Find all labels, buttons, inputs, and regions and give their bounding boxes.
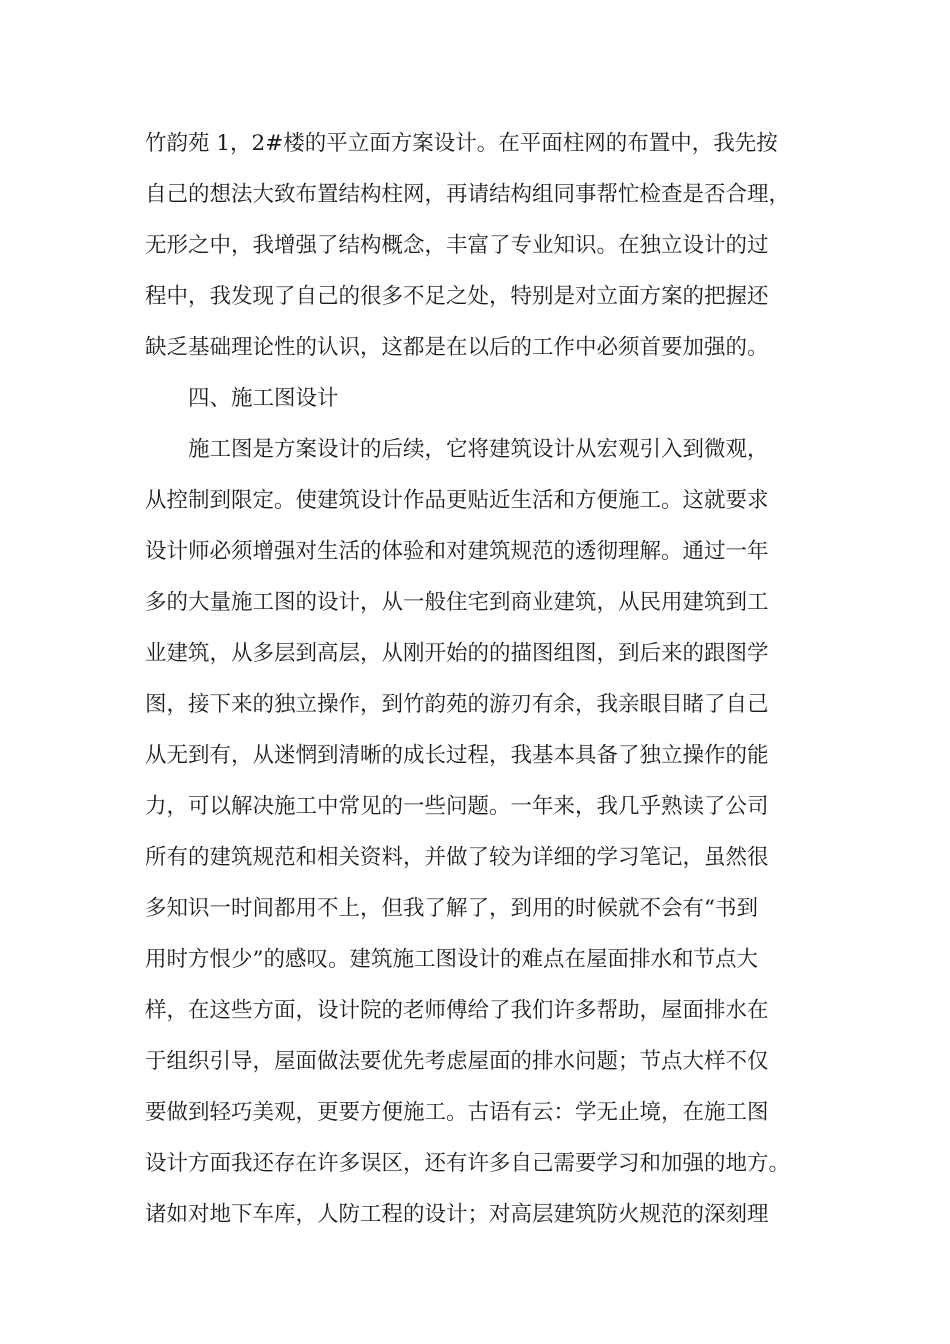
text-line: 要做到轻巧美观，更要方便施工。古语有云：学无止境，在施工图	[145, 1100, 769, 1125]
text-line: 从无到有，从迷惘到清晰的成长过程，我基本具备了独立操作的能	[145, 743, 769, 768]
text-line: 程中，我发现了自己的很多不足之处，特别是对立面方案的把握还	[145, 284, 769, 309]
paragraph-2	[145, 424, 825, 1240]
text-line: 于组织引导，屋面做法要优先考虑屋面的排水问题；节点大样不仅	[145, 1049, 769, 1074]
text-line: 图，接下来的独立操作，到竹韵苑的游刃有余，我亲眼目睹了自己	[145, 692, 769, 717]
text-line: 业建筑，从多层到高层，从刚开始的的描图组图，到后来的跟图学	[145, 641, 769, 666]
text-line: 竹韵苑 1，2#楼的平立面方案设计。在平面柱网的布置中，我先按	[145, 131, 778, 156]
text-line: 施工图是方案设计的后续，它将建筑设计从宏观引入到微观，	[188, 437, 769, 462]
text-line: 多知识一时间都用不上，但我了解了，到用的时候就不会有“书到	[145, 896, 758, 921]
document-body	[145, 118, 825, 1240]
text-line: 无形之中，我增强了结构概念，丰富了专业知识。在独立设计的过	[145, 233, 769, 258]
text-line: 自己的想法大致布置结构柱网，再请结构组同事帮忙检查是否合理，	[145, 182, 791, 207]
text-line: 用时方恨少”的感叹。建筑施工图设计的难点在屋面排水和节点大	[145, 947, 758, 972]
text-line: 所有的建筑规范和相关资料，并做了较为详细的学习笔记，虽然很	[145, 845, 769, 870]
text-line: 多的大量施工图的设计，从一般住宅到商业建筑，从民用建筑到工	[145, 590, 769, 615]
text-line: 诸如对地下车库，人防工程的设计；对高层建筑防火规范的深刻理	[145, 1202, 769, 1227]
section-heading: 四、施工图设计	[188, 386, 339, 411]
text-line: 设计师必须增强对生活的体验和对建筑规范的透彻理解。通过一年	[145, 539, 769, 564]
paragraph-1	[145, 118, 825, 373]
text-line: 设计方面我还存在许多误区，还有许多自己需要学习和加强的地方。	[145, 1151, 791, 1176]
text-line: 力，可以解决施工中常见的一些问题。一年来，我几乎熟读了公司	[145, 794, 769, 819]
text-line: 缺乏基础理论性的认识，这都是在以后的工作中必须首要加强的。	[145, 335, 769, 360]
text-line: 样，在这些方面，设计院的老师傅给了我们许多帮助，屋面排水在	[145, 998, 769, 1023]
text-line: 从控制到限定。使建筑设计作品更贴近生活和方便施工。这就要求	[145, 488, 769, 513]
